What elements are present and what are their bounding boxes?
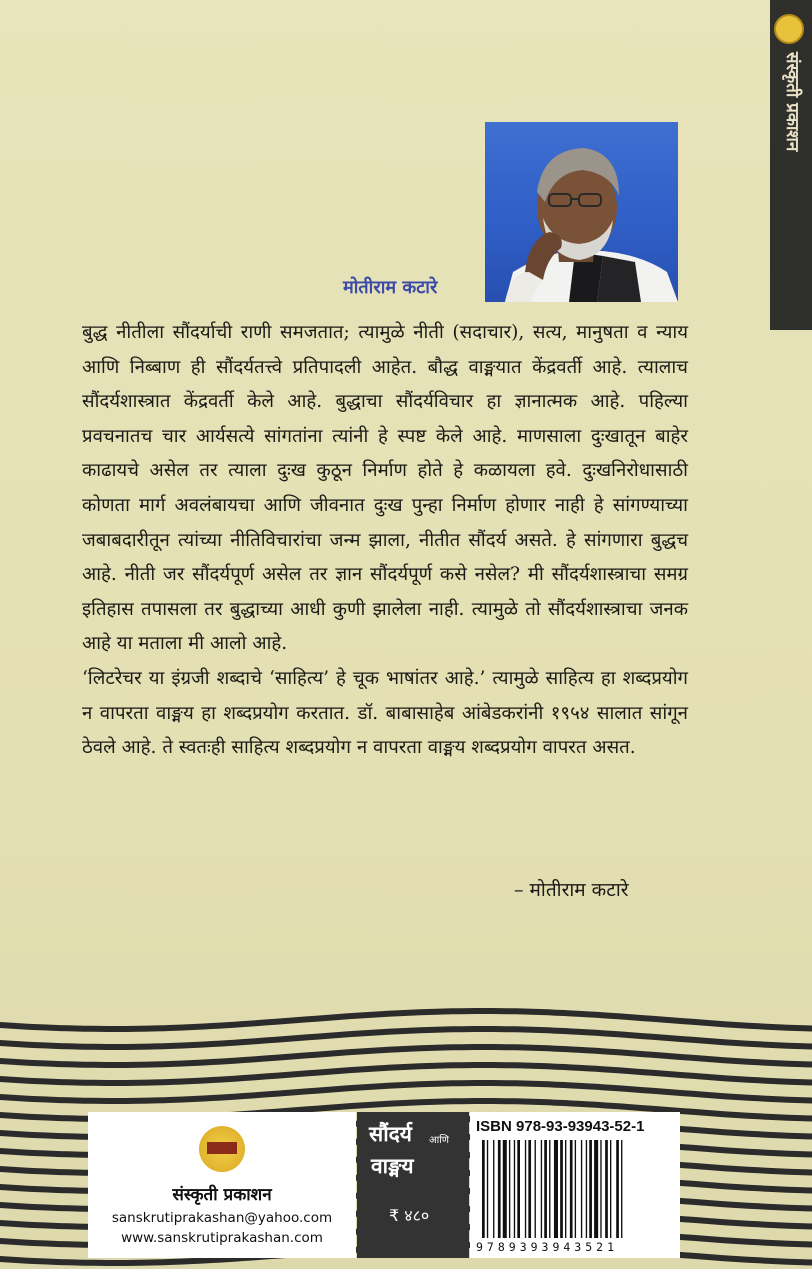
spine-title: संस्कृती प्रकाशन [782,52,802,152]
barcode-bar [517,1140,520,1238]
barcode-box [470,1112,680,1258]
wave-line [0,1011,812,1029]
blurb-paragraph-2: ‘लिटरेचर या इंग्रजी शब्दाचे ‘साहित्य’ हे चूक भाषांतर आहे.’ त्यामुळे साहित्य हा शब्दप्रयोग न वापरता वाङ्मय हा शब्दप्रयोग करतात. डॉ. बाबासाहेब आंबेडकरांनी १९५४ सालात सांगून ठेवले आहे. ते स्वतःही साहित्य शब्दप्रयोग न वापरता वाङ्मय शब्दप्रयोग वापरत असत. [82,667,688,759]
barcode-bar [565,1140,566,1238]
publisher-box [88,1112,356,1258]
author-photo [485,122,678,302]
blurb-paragraph-1: बुद्ध नीतीला सौंदर्याची राणी समजतात; त्यामुळे नीती (सदाचार), सत्य, मानुषता व न्याय आणि निब्बाण ही सौंदर्यतत्त्वे प्रतिपादली आहेत. बौद्ध वाङ्मयात केंद्रवर्ती आहे. त्यालाच सौंदर्यशास्त्रात केंद्रवर्ती केले आहे. बुद्धाचा सौंदर्यविचार हा ज्ञानात्मक आहे. पहिल्या प्रवचनातच चार आर्यसत्ये सांगतांना त्यांनी हे स्पष्ट केले आहे. माणसाला दुःखातून बाहेर काढायचे असेल तर त्याला दुःख कुठून निर्माण होते हे कळायला हवे. दुःखनिरोधासाठी कोणता मार्ग अवलंबायचा आणि जीवनात दुःख पुन्हा निर्माण होणार नाही हे सांगण्याच्या जबाबदारीतून त्यांच्या नीतिविचारांचा जन्म झाला, नीतीत सौंदर्य असते. हे सांगणारा बुद्धच आहे. नीती जर सौंदर्यपूर्ण असेल तर ज्ञान सौंदर्यपूर्ण कसे नसेल? मी सौंदर्यशास्त्राचा समग्र इतिहास तपासला तर बुद्धाच्या आधी कुणी झालेला नाही. त्यामुळे तो सौंदर्यशास्त्राचा जनक आहे या मताला मी आलो आहे. [82,322,688,655]
publisher-logo-icon [774,14,804,44]
book-title-conjunction: आणि [429,1135,450,1146]
signature: – मोतीराम कटारे [514,879,629,901]
barcode-bar [493,1140,494,1238]
publisher-name: संस्कृती प्रकाशन [172,1185,272,1205]
barcode-bar [487,1140,488,1238]
barcode-icon [480,1140,672,1240]
barcode-bar [535,1140,536,1238]
barcode-bar [600,1140,601,1238]
book-title-part1: सौंदर्य [369,1122,412,1146]
publisher-website: www.sanskrutiprakashan.com [121,1230,323,1246]
barcode-digits: 9789393943521 [476,1240,619,1254]
barcode-bar [514,1140,515,1238]
barcode-bar [525,1140,526,1238]
barcode-bar [509,1140,510,1238]
publisher-emblem-icon [199,1126,245,1172]
barcode-bar [528,1140,531,1238]
barcode-bar [549,1140,550,1238]
barcode-bar [498,1140,501,1238]
barcode-bar [581,1140,582,1238]
barcode-bar [621,1140,622,1238]
book-title-part2: वाङ्मय [371,1154,414,1178]
title-box [357,1112,469,1258]
blurb-text [82,316,688,766]
author-name: मोतीराम कटारे [343,277,438,298]
isbn-label: ISBN 978-93-93943-52-1 [476,1118,645,1135]
barcode-bar [616,1140,619,1238]
book-price: ₹ ४८० [389,1206,430,1225]
publisher-emblem-band [207,1142,237,1154]
barcode-bar [575,1140,576,1238]
barcode-bar [586,1140,587,1238]
barcode-bar [610,1140,611,1238]
barcode-bar [589,1140,592,1238]
barcode-bar [544,1140,547,1238]
barcode-bar [554,1140,558,1238]
publisher-email: sanskrutiprakashan@yahoo.com [111,1210,333,1226]
barcode-bar [541,1140,542,1238]
barcode-bar [570,1140,573,1238]
barcode-bar [503,1140,507,1238]
barcode-bar [482,1140,485,1238]
barcode-bar [605,1140,608,1238]
publisher-name-bar [98,1182,346,1206]
barcode-bar [560,1140,563,1238]
barcode-bar [594,1140,598,1238]
